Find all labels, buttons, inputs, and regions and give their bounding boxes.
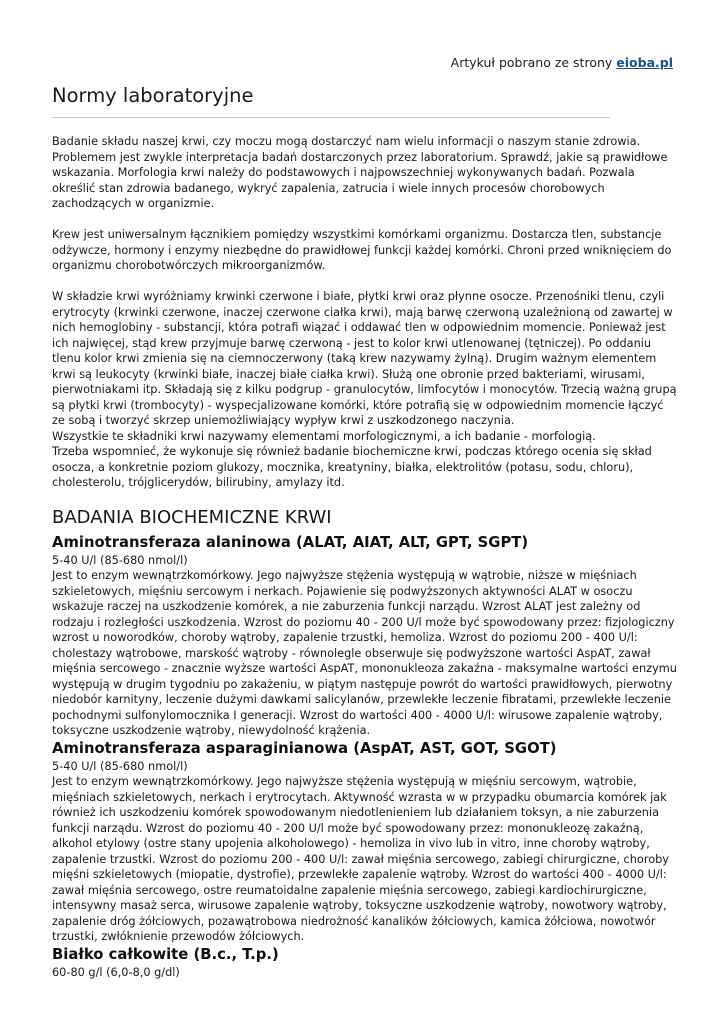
source-attribution bbox=[451, 55, 673, 70]
test-description-alat: Jest to enzym wewnątrzkomórkowy. Jego najwyższe stężenia występują w wątrobie, niższe w mięśniach szkieletowych, mięśniu sercowym i nerkach. Pojawienie się podwyższonych aktywności ALAT w osoczu wskazuje raczej na uszkodzenie komórek, a nie zaburzenia funkcji narządu. Wzrost ALAT jest zależny od rodzaju i rozległości uszkodzenia. Wzrost do poziomu 40 - 200 U/l może być spowodowany przez: fizjologiczny wzrost u noworodków, choroby wątroby, zapalenie trzustki, hemoliza. Wzrost do poziomu 200 - 400 U/l: cholestazy wątrobowe, marskość wątroby - równolegle obserwuje się podwyższone wartości AspAT, zawał mięśnia sercowego - znacznie wyższe wartości AspAT, mononukleoza zakaźna - maksymalne wartości enzymu występują w drugim tygodniu po zakażeniu, w piątym następuje powrót do wartości prawidłowych, pierwotny niedobór karnityny, leczenie dużymi dawkami salicylanów, przewlekłe leczenie fibratami, przewlekłe leczenie pochodnymi sulfonylomocznika I generacji. Wzrost do wartości 400 - 4000 U/l: wirusowe zapalenie wątroby, toksyczne uszkodzenie wątroby, niewydolność krążenia. bbox=[52, 569, 677, 737]
source-link[interactable]: eioba.pl bbox=[616, 55, 673, 70]
article-body bbox=[52, 134, 677, 980]
page-title: Normy laboratoryjne bbox=[52, 84, 254, 107]
test-title-aspat: Aminotransferaza asparaginianowa (AspAT, AST, GOT, SGOT) bbox=[52, 739, 557, 757]
source-prefix: Artykuł pobrano ze strony bbox=[450, 55, 617, 70]
intro-paragraph-5: Trzeba wspomnieć, że wykonuje się również badanie biochemiczne krwi, podczas którego ocenia się skład osocza, a konkretnie poziom glukozy, mocznika, kreatyniny, białka, elektrolitów (potasu, sodu, chloru), cholesterolu, trójglicerydów, bilirubiny, amylazy itd. bbox=[52, 445, 652, 489]
intro-paragraph-3: W składzie krwi wyróżniamy krwinki czerwone i białe, płytki krwi oraz płynne osocze. Przenośniki tlenu, czyli erytrocyty (krwinki czerwone, inaczej czerwone ciałka krwi), mają barwę czerwoną uzależnioną od zawartej w nich hemoglobiny - substancji, która potrafi wiązać i oddawać tlen w odpowiednim momencie. Ponieważ jest ich najwięcej, stąd krew przyjmuje barwę czerwoną - jest to kolor krwi utlenowanej (tętniczej). Po oddaniu tlenu kolor krwi zmienia się na ciemnoczerwony (taką krew nazywamy żylną). Drugim ważnym elementem krwi są leukocyty (krwinki białe, inaczej białe ciałka krwi). Służą one obronie przed bakteriami, wirusami, pierwotniakami itp. Składają się z kilku podgrup - granulocytów, limfocytów i monocytów. Trzecią ważną grupą są płytki krwi (trombocyty) - wyspecjalizowane komórki, które potrafią się w odpowiednim momencie łączyć ze sobą i tworzyć skrzep uniemożliwiający wypływ krwi z uszkodzonego naczynia. bbox=[52, 290, 677, 427]
test-description-aspat: Jest to enzym wewnątrzkomórkowy. Jego najwyższe stężenia występują w mięśniu sercowym, wątrobie, mięśniach szkieletowych, nerkach i erytrocytach. Aktywność wzrasta w w przypadku obumarcia komórek jak również ich uszkodzeniu komórek spowodowanym niedotlenieniem lub działaniem toksyn, a nie zaburzenia funkcji narządu. Wzrost do poziomu 40 - 200 U/l może być spowodowany przez: mononukleozę zakaźną, alkohol etylowy (ostre stany upojenia alkoholowego) - hemoliza in vivo lub in vitro, inne choroby wątroby, zapalenie trzustki. Wzrost do poziomu 200 - 400 U/l: zawał mięśnia sercowego, zabiegi chirurgiczne, choroby mięśni szkieletowych (miopatie, dystrofie), przewlekłe zapalenie wątroby. Wzrost do wartości 400 - 4000 U/l: zawał mięśnia sercowego, ostre reumatoidalne zapalenie mięśnia sercowego, zabiegi kardiochirurgiczne, intensywny masaż serca, wirusowe zapalenie wątroby, toksyczne uszkodzenie wątroby, nowotwory wątroby, zapalenie dróg żółciowych, pozawątrobowa niedrożność kanalików żółciowych, kamica żółciowa, nowotwór trzustki, zwłóknienie przewodów żółciowych. bbox=[52, 775, 669, 943]
section-heading: BADANIA BIOCHEMICZNE KRWI bbox=[52, 506, 332, 528]
intro-paragraph-2: Krew jest uniwersalnym łącznikiem pomiędzy wszystkimi komórkami organizmu. Dostarcza tlen, substancje odżywcze, hormony i enzymy niezbędne do prawidłowej funkcji każdej komórki. Chroni przed wniknięciem do organizmu chorobotwórczych mikroorganizmów. bbox=[52, 228, 672, 272]
test-range-alat: 5-40 U/l (85-680 nmol/l) bbox=[52, 553, 188, 567]
title-divider bbox=[52, 117, 610, 118]
intro-paragraph-4: Wszystkie te składniki krwi nazywamy elementami morfologicznymi, a ich badanie - morfologią. bbox=[52, 429, 596, 443]
intro-paragraph-1: Badanie składu naszej krwi, czy moczu mogą dostarczyć nam wielu informacji o naszym stanie zdrowia. Problemem jest zwykle interpretacja badań dostarczonych przez laboratorium. Sprawdź, jakie są prawidłowe wskazania. Morfologia krwi należy do podstawowych i najpowszechniej wykonywanych badań. Pozwala określić stan zdrowia badanego, wykryć zapalenia, zatrucia i wiele innych procesów chorobowych zachodzących w organizmie. bbox=[52, 135, 668, 210]
test-range-aspat: 5-40 U/l (85-680 nmol/l) bbox=[52, 759, 188, 773]
test-title-total-protein: Białko całkowite (B.c., T.p.) bbox=[52, 945, 279, 963]
test-title-alat: Aminotransferaza alaninowa (ALAT, AIAT, ALT, GPT, SGPT) bbox=[52, 533, 529, 551]
test-range-total-protein: 60-80 g/l (6,0-8,0 g/dl) bbox=[52, 965, 180, 979]
